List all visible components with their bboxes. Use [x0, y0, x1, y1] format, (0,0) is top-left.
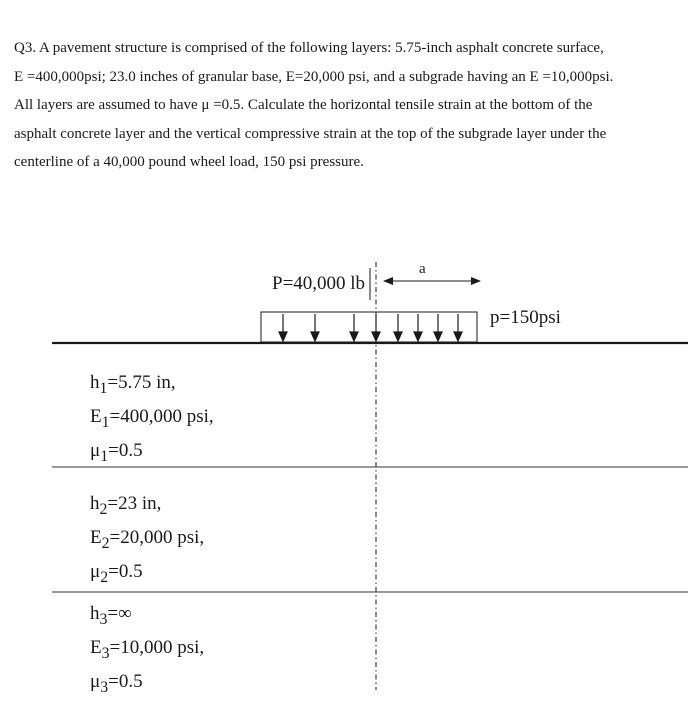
question-line: asphalt concrete layer and the vertical compressive strain at the top of the subgrade layer under the	[14, 125, 607, 142]
load-label: P=40,000 lb	[272, 273, 366, 294]
layer-1-properties	[90, 369, 214, 470]
layer-2-modulus: $E_2=20,000$ psi,	[90, 526, 205, 552]
layer-2-thickness: $h_2=23$ in,	[90, 493, 162, 518]
layer-2-poisson: $\mu_2=0.5$	[90, 560, 143, 586]
layer-1-thickness: $h_1=5.75$ in,	[90, 372, 176, 397]
layer-2-properties	[90, 490, 204, 591]
layer-3-poisson: $\mu_3=0.5$	[90, 670, 143, 696]
pressure-box	[261, 312, 477, 342]
question-line: Q3. A pavement structure is comprised of the following layers: 5.75-inch asphalt concrete surface,	[14, 40, 604, 56]
layer-3-thickness: $h_3=\infty$	[90, 603, 132, 628]
question-line: E =400,000psi; 23.0 inches of granular base, E=20,000 psi, and a subgrade having an E =10,000psi.	[14, 68, 614, 85]
question-line: All layers are assumed to have μ =0.5. Calculate the horizontal tensile strain at the bottom of the	[14, 97, 593, 113]
question-line: centerline of a 40,000 pound wheel load, 150 psi pressure.	[14, 154, 364, 170]
layer-1-poisson: $\mu_1=0.5$	[90, 439, 143, 465]
layer-3-modulus: $E_3=10,000$ psi,	[90, 636, 205, 662]
pressure-arrows	[279, 314, 462, 341]
layer-3-properties	[90, 600, 204, 701]
layer-1-modulus: $E_1=400,000$ psi,	[90, 405, 214, 431]
pressure-label: p=150psi	[490, 307, 561, 328]
radius-label: a	[419, 261, 426, 277]
